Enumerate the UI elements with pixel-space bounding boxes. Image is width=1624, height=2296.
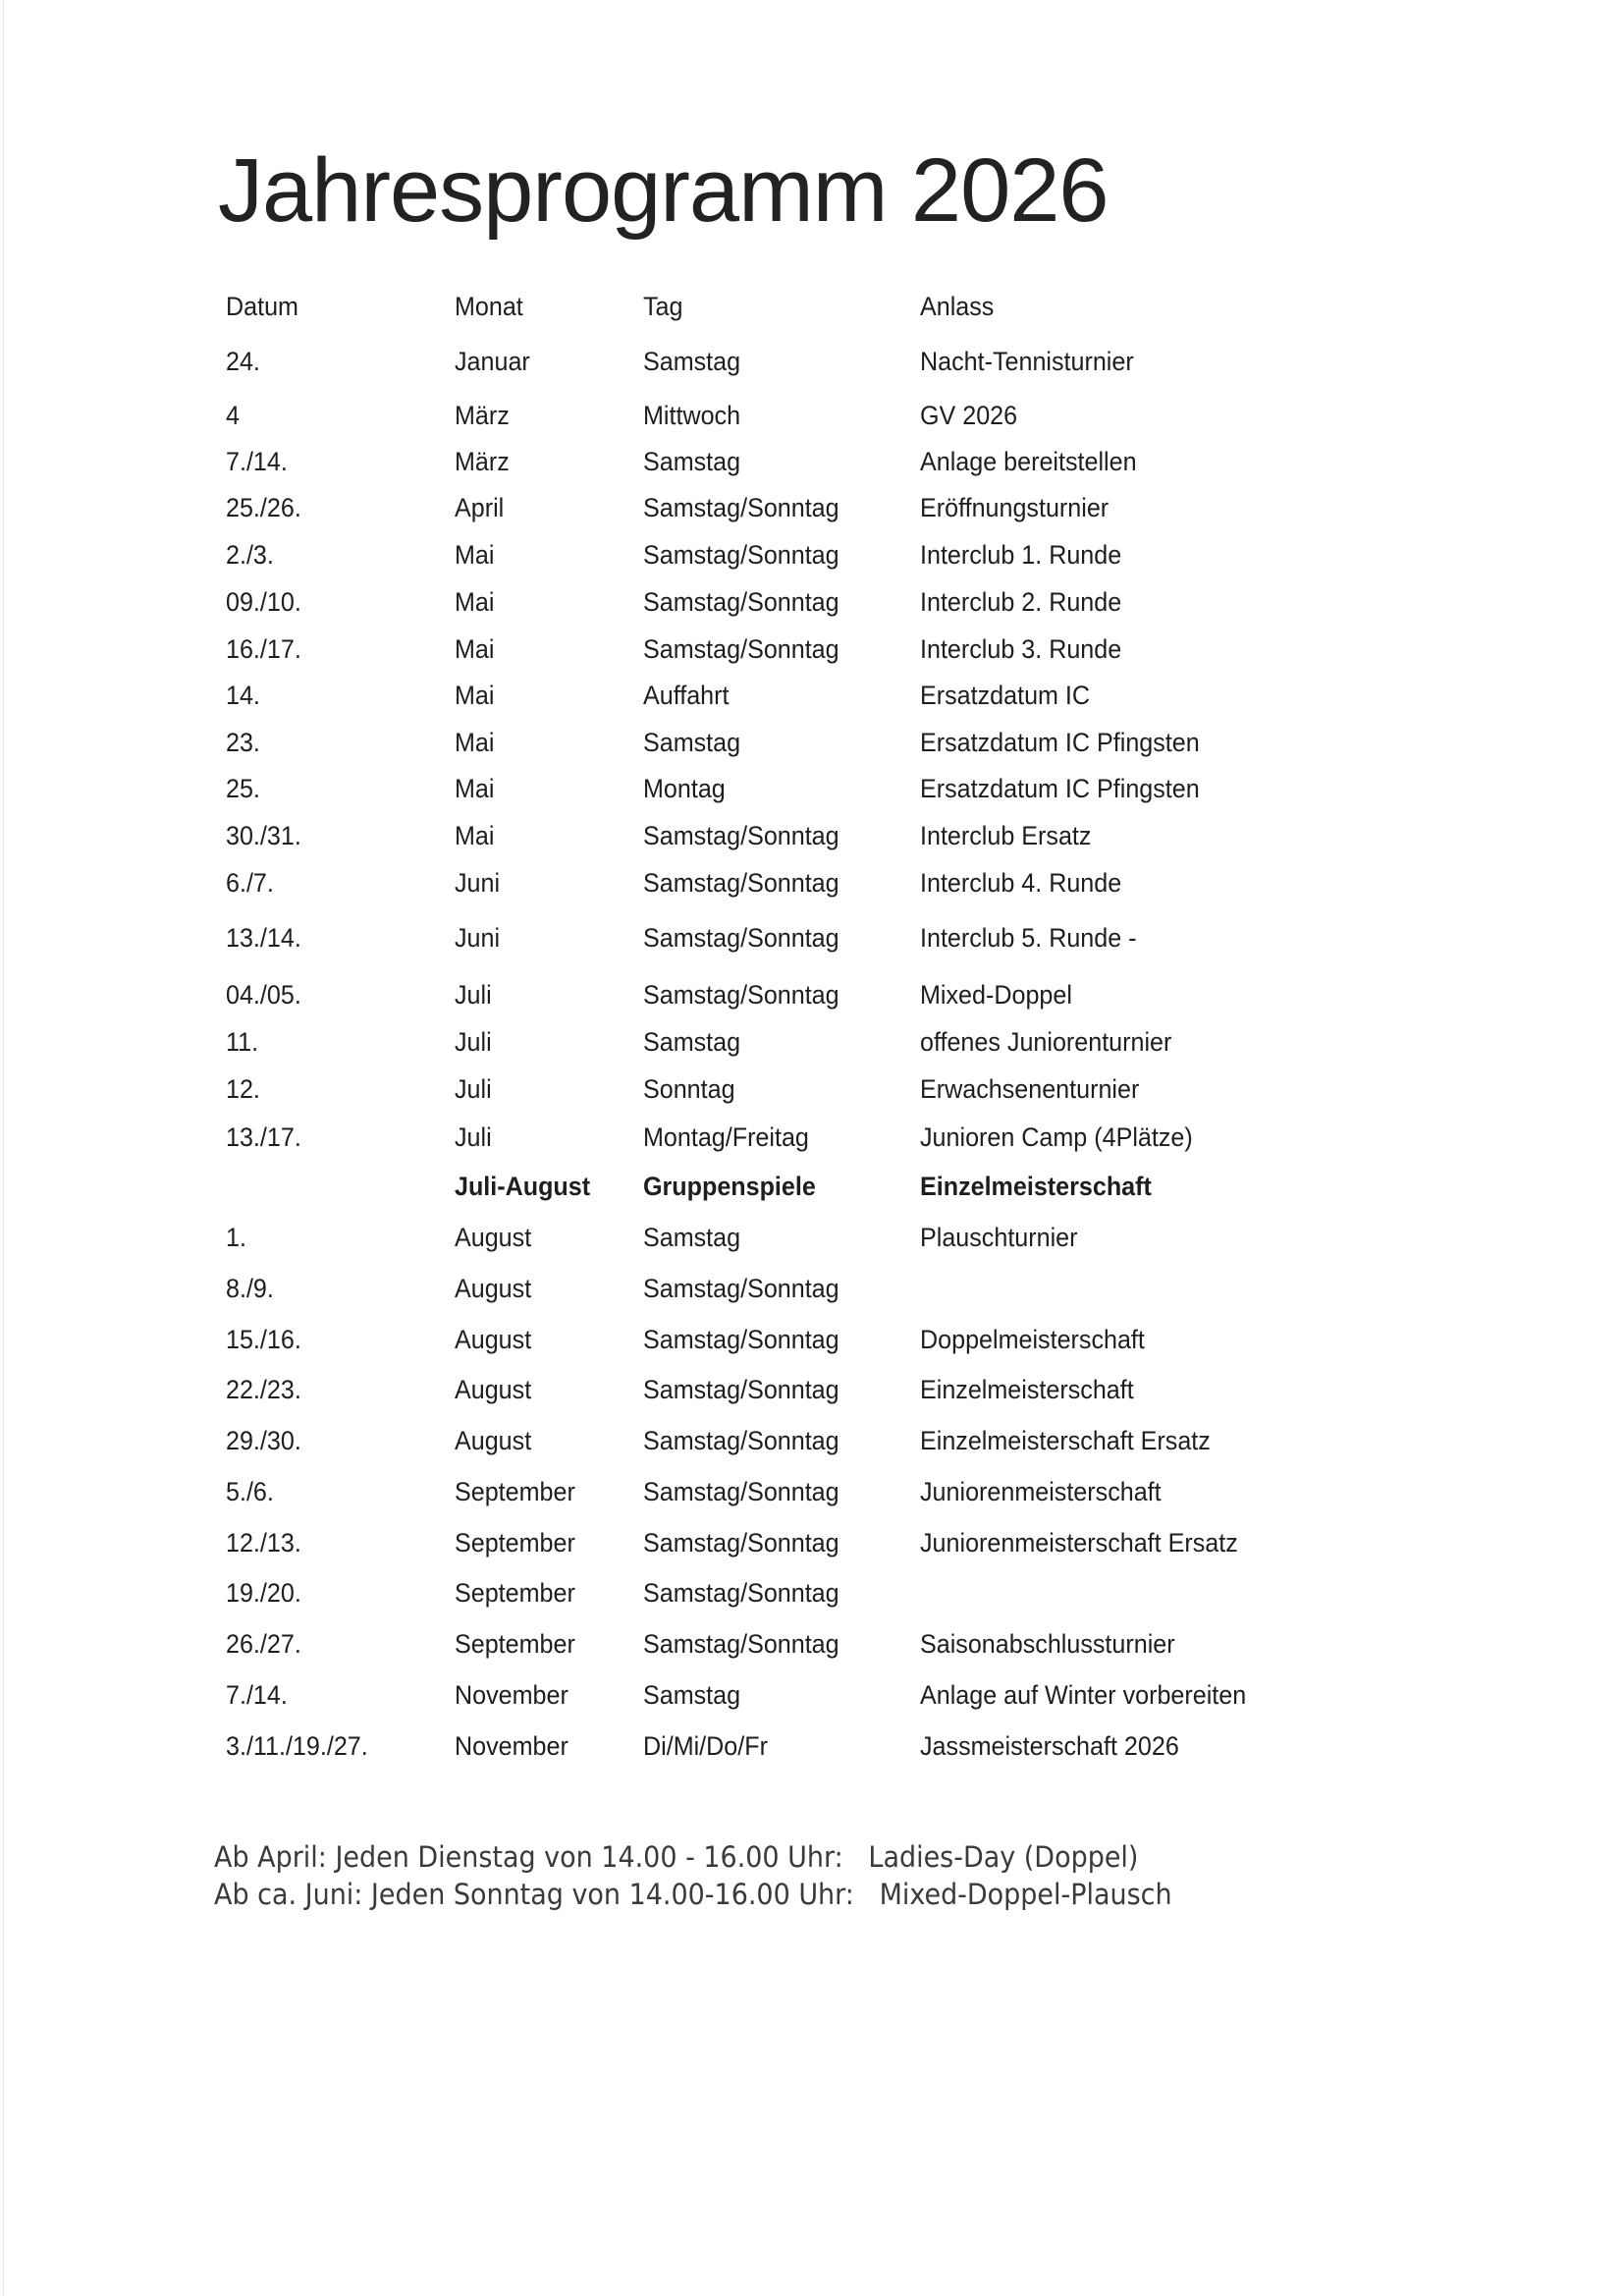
- cell-tag: Samstag: [643, 347, 741, 376]
- table-row: [0, 1472, 1624, 1511]
- cell-monat: Mai: [455, 587, 495, 617]
- table-row: [0, 1167, 1624, 1206]
- cell-monat: Juli: [455, 980, 492, 1010]
- cell-monat: November: [455, 1680, 568, 1710]
- cell-tag: Samstag/Sonntag: [643, 1528, 839, 1558]
- cell-tag: Samstag/Sonntag: [643, 923, 839, 953]
- table-row: [0, 396, 1624, 435]
- note-mixed-doppel: [214, 1876, 1172, 1913]
- column-header-tag: Tag: [643, 292, 683, 321]
- table-row: [0, 1320, 1624, 1359]
- note-schedule-text: Ab ca. Juni: Jeden Sonntag von 14.00-16.00 Uhr:: [214, 1878, 854, 1911]
- cell-monat: Januar: [455, 347, 530, 376]
- cell-tag: Samstag: [643, 447, 741, 476]
- cell-datum: 19./20.: [226, 1578, 301, 1608]
- cell-monat: Juli: [455, 1074, 492, 1104]
- table-row: [0, 676, 1624, 715]
- cell-anlass: Interclub 2. Runde: [920, 587, 1122, 617]
- cell-datum: 12./13.: [226, 1528, 301, 1558]
- cell-monat: August: [455, 1274, 532, 1303]
- cell-tag: Samstag/Sonntag: [643, 634, 839, 664]
- cell-datum: 09./10.: [226, 587, 301, 617]
- cell-monat: März: [455, 401, 510, 430]
- table-row: [0, 442, 1624, 481]
- cell-anlass: Saisonabschlussturnier: [920, 1629, 1175, 1659]
- cell-monat: August: [455, 1325, 532, 1354]
- cell-tag: Mittwoch: [643, 401, 741, 430]
- cell-tag: Samstag/Sonntag: [643, 980, 839, 1010]
- cell-datum: 7./14.: [226, 1680, 288, 1710]
- cell-datum: 16./17.: [226, 634, 301, 664]
- cell-anlass: Juniorenmeisterschaft: [920, 1477, 1162, 1506]
- column-header-anlass: Anlass: [920, 292, 995, 321]
- cell-anlass: Interclub Ersatz: [920, 821, 1092, 850]
- cell-anlass: Junioren Camp (4Plätze): [920, 1122, 1193, 1152]
- table-row: [0, 582, 1624, 622]
- cell-anlass: Einzelmeisterschaft: [920, 1172, 1152, 1201]
- cell-anlass: Interclub 3. Runde: [920, 634, 1122, 664]
- cell-anlass: Interclub 4. Runde: [920, 868, 1122, 898]
- cell-monat: Juli: [455, 1122, 492, 1152]
- cell-monat: Mai: [455, 728, 495, 757]
- cell-tag: Samstag/Sonntag: [643, 1629, 839, 1659]
- cell-datum: 13./17.: [226, 1122, 301, 1152]
- cell-tag: Auffahrt: [643, 681, 730, 710]
- note-event-text: Mixed-Doppel-Plausch: [879, 1878, 1172, 1911]
- cell-datum: 5./6.: [226, 1477, 274, 1506]
- table-row: [0, 723, 1624, 762]
- cell-datum: 29./30.: [226, 1426, 301, 1455]
- cell-tag: Gruppenspiele: [643, 1172, 816, 1201]
- page-title: Jahresprogramm 2026: [218, 140, 1109, 241]
- table-row: [0, 488, 1624, 527]
- table-row: [0, 1218, 1624, 1257]
- cell-datum: 22./23.: [226, 1375, 301, 1404]
- cell-tag: Samstag/Sonntag: [643, 1477, 839, 1506]
- cell-anlass: Einzelmeisterschaft: [920, 1375, 1134, 1404]
- cell-monat: September: [455, 1528, 575, 1558]
- table-row: [0, 769, 1624, 808]
- table-row: [0, 1624, 1624, 1664]
- cell-tag: Samstag/Sonntag: [643, 540, 839, 570]
- cell-anlass: Juniorenmeisterschaft Ersatz: [920, 1528, 1238, 1558]
- table-row: [0, 1118, 1624, 1157]
- cell-monat: Mai: [455, 681, 495, 710]
- cell-datum: 8./9.: [226, 1274, 274, 1303]
- cell-tag: Samstag/Sonntag: [643, 821, 839, 850]
- cell-monat: August: [455, 1426, 532, 1455]
- cell-tag: Samstag/Sonntag: [643, 587, 839, 617]
- cell-tag: Samstag/Sonntag: [643, 1578, 839, 1608]
- cell-datum: 4: [226, 401, 240, 430]
- note-ladies-day: [214, 1838, 1172, 1876]
- cell-monat: Juni: [455, 923, 501, 953]
- cell-tag: Montag: [643, 774, 726, 803]
- cell-monat: April: [455, 493, 505, 522]
- table-row: [0, 629, 1624, 669]
- cell-datum: 2./3.: [226, 540, 274, 570]
- cell-monat: Mai: [455, 540, 495, 570]
- cell-datum: 7./14.: [226, 447, 288, 476]
- table-row: [0, 1675, 1624, 1715]
- cell-monat: Mai: [455, 821, 495, 850]
- cell-tag: Samstag/Sonntag: [643, 1274, 839, 1303]
- cell-tag: Samstag/Sonntag: [643, 493, 839, 522]
- cell-monat: Juli: [455, 1027, 492, 1057]
- cell-datum: 14.: [226, 681, 260, 710]
- cell-datum: 12.: [226, 1074, 260, 1104]
- cell-monat: Mai: [455, 774, 495, 803]
- cell-monat: September: [455, 1477, 575, 1506]
- cell-tag: Samstag: [643, 1680, 741, 1710]
- column-header-datum: Datum: [226, 292, 298, 321]
- cell-anlass: Doppelmeisterschaft: [920, 1325, 1145, 1354]
- table-row: [0, 1370, 1624, 1409]
- table-row: [0, 863, 1624, 902]
- table-header-row: [0, 287, 1624, 326]
- cell-anlass: Anlage bereitstellen: [920, 447, 1137, 476]
- cell-datum: 11.: [226, 1027, 259, 1057]
- cell-datum: 3./11./19./27.: [226, 1731, 368, 1761]
- cell-anlass: Anlage auf Winter vorbereiten: [920, 1680, 1247, 1710]
- cell-anlass: offenes Juniorenturnier: [920, 1027, 1172, 1057]
- cell-datum: 30./31.: [226, 821, 301, 850]
- cell-datum: 13./14.: [226, 923, 301, 953]
- table-row: [0, 1069, 1624, 1109]
- cell-tag: Sonntag: [643, 1074, 735, 1104]
- cell-datum: 15./16.: [226, 1325, 301, 1354]
- cell-anlass: Eröffnungsturnier: [920, 493, 1110, 522]
- note-event-text: Ladies-Day (Doppel): [868, 1840, 1139, 1874]
- cell-datum: 1.: [226, 1223, 246, 1252]
- cell-datum: 25.: [226, 774, 260, 803]
- cell-tag: Samstag: [643, 1027, 741, 1057]
- table-row: [0, 975, 1624, 1014]
- cell-anlass: Interclub 5. Runde -: [920, 923, 1137, 953]
- column-header-monat: Monat: [455, 292, 523, 321]
- cell-anlass: Jassmeisterschaft 2026: [920, 1731, 1179, 1761]
- cell-anlass: Interclub 1. Runde: [920, 540, 1122, 570]
- cell-monat: Juni: [455, 868, 501, 898]
- table-row: [0, 535, 1624, 574]
- cell-monat: März: [455, 447, 510, 476]
- cell-anlass: Ersatzdatum IC Pfingsten: [920, 774, 1200, 803]
- table-row: [0, 816, 1624, 855]
- cell-datum: 04./05.: [226, 980, 301, 1010]
- cell-monat: September: [455, 1629, 575, 1659]
- notes-section: [214, 1838, 1244, 1913]
- cell-datum: 23.: [226, 728, 260, 757]
- cell-datum: 24.: [226, 347, 260, 376]
- table-row: [0, 1726, 1624, 1766]
- cell-datum: 26./27.: [226, 1629, 301, 1659]
- table-row: [0, 1022, 1624, 1062]
- cell-monat: Juli-August: [455, 1172, 591, 1201]
- table-row: [0, 1523, 1624, 1562]
- note-schedule-text: Ab April: Jeden Dienstag von 14.00 - 16.00 Uhr:: [214, 1840, 843, 1874]
- table-row: [0, 918, 1624, 957]
- cell-tag: Samstag/Sonntag: [643, 868, 839, 898]
- cell-tag: Di/Mi/Do/Fr: [643, 1731, 768, 1761]
- cell-monat: November: [455, 1731, 568, 1761]
- cell-datum: 6./7.: [226, 868, 274, 898]
- cell-tag: Samstag/Sonntag: [643, 1375, 839, 1404]
- cell-anlass: Plauschturnier: [920, 1223, 1078, 1252]
- cell-monat: August: [455, 1375, 532, 1404]
- cell-datum: 25./26.: [226, 493, 301, 522]
- table-row: [0, 1421, 1624, 1460]
- cell-anlass: Ersatzdatum IC: [920, 681, 1091, 710]
- cell-tag: Samstag/Sonntag: [643, 1426, 839, 1455]
- cell-monat: September: [455, 1578, 575, 1608]
- cell-monat: Mai: [455, 634, 495, 664]
- table-row: [0, 1269, 1624, 1308]
- cell-tag: Samstag: [643, 728, 741, 757]
- cell-tag: Samstag/Sonntag: [643, 1325, 839, 1354]
- cell-anlass: Einzelmeisterschaft Ersatz: [920, 1426, 1211, 1455]
- cell-tag: Samstag: [643, 1223, 741, 1252]
- cell-monat: August: [455, 1223, 532, 1252]
- cell-anlass: Ersatzdatum IC Pfingsten: [920, 728, 1200, 757]
- cell-anlass: GV 2026: [920, 401, 1018, 430]
- table-row: [0, 1573, 1624, 1613]
- cell-anlass: Mixed-Doppel: [920, 980, 1072, 1010]
- cell-anlass: Erwachsenenturnier: [920, 1074, 1140, 1104]
- cell-anlass: Nacht-Tennisturnier: [920, 347, 1134, 376]
- table-row: [0, 342, 1624, 381]
- cell-tag: Montag/Freitag: [643, 1122, 809, 1152]
